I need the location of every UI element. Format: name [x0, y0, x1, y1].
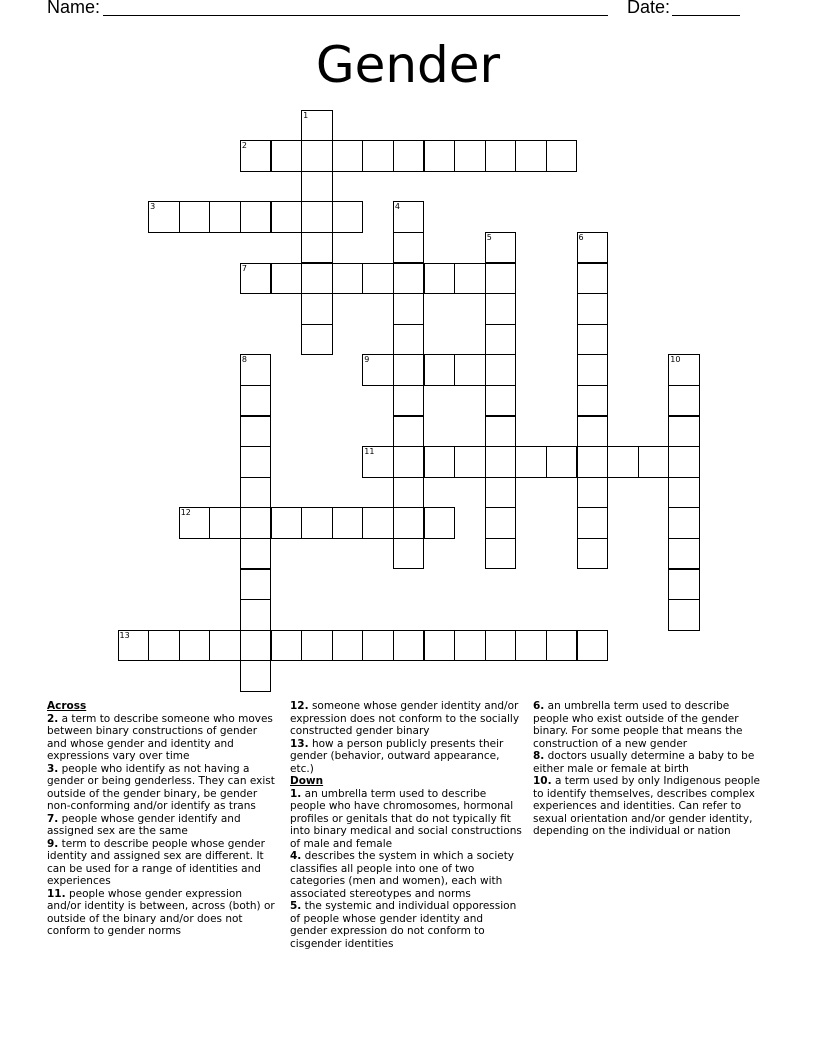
grid-cell[interactable]	[577, 416, 609, 448]
grid-cell[interactable]	[271, 507, 303, 539]
grid-cell[interactable]	[240, 507, 272, 539]
clues-column-2	[290, 700, 522, 950]
grid-cell[interactable]	[577, 446, 609, 478]
grid-cell[interactable]	[332, 140, 364, 172]
grid-cell[interactable]	[362, 507, 394, 539]
clue-number: 12	[180, 508, 191, 518]
clue-number: 13	[119, 630, 130, 640]
clue-text: term to describe people whose gender identity and assigned sex are different. It can be used for a range of identities and experiences	[47, 837, 265, 887]
grid-cell[interactable]	[271, 263, 303, 295]
grid-cell[interactable]	[301, 293, 333, 325]
grid-cell[interactable]	[393, 538, 425, 570]
grid-cell[interactable]	[546, 630, 578, 662]
clue	[290, 850, 522, 900]
grid-cell[interactable]	[301, 507, 333, 539]
grid-cell[interactable]	[577, 354, 609, 386]
grid-cell[interactable]	[332, 630, 364, 662]
grid-cell[interactable]	[362, 446, 394, 478]
grid-cell[interactable]	[485, 446, 517, 478]
grid-cell[interactable]	[393, 232, 425, 264]
clues-column-3	[533, 700, 765, 838]
grid-cell[interactable]	[577, 630, 609, 662]
clue-number: 2	[241, 141, 247, 151]
grid-cell[interactable]	[454, 354, 486, 386]
grid-cell[interactable]	[148, 630, 180, 662]
clues-column-1	[47, 700, 279, 938]
grid-cell[interactable]	[668, 354, 700, 386]
clue-number-label: 6.	[533, 700, 545, 712]
grid-cell[interactable]	[485, 263, 517, 295]
grid-cell[interactable]	[240, 201, 272, 233]
grid-cell[interactable]	[424, 354, 456, 386]
grid-cell[interactable]	[577, 385, 609, 417]
grid-cell[interactable]	[240, 599, 272, 631]
clue-text: the systemic and individual opporession of people whose gender identity and gender expression do not conform to cisgender identities	[290, 900, 517, 950]
grid-cell[interactable]	[271, 630, 303, 662]
grid-cell[interactable]	[393, 477, 425, 509]
grid-cell[interactable]	[668, 599, 700, 631]
clue	[47, 813, 279, 838]
grid-cell[interactable]	[515, 630, 547, 662]
clue	[47, 713, 279, 763]
grid-cell[interactable]	[454, 140, 486, 172]
grid-cell[interactable]	[240, 263, 272, 295]
grid-cell[interactable]	[209, 201, 241, 233]
name-label: Name:	[47, 0, 101, 17]
grid-cell[interactable]	[240, 416, 272, 448]
clue-number: 11	[364, 447, 375, 457]
grid-cell[interactable]	[179, 201, 211, 233]
grid-cell[interactable]	[577, 507, 609, 539]
clue	[47, 763, 279, 813]
grid-cell[interactable]	[577, 324, 609, 356]
grid-cell[interactable]	[179, 507, 211, 539]
clue-text: a term used by only Indigenous people to identify themselves, describes complex experiences and identities. Can refer to sexual orientation and/or gender identity, depending on the individual or nation	[533, 775, 760, 837]
grid-cell[interactable]	[668, 569, 700, 601]
grid-cell[interactable]	[485, 538, 517, 570]
grid-cell[interactable]	[240, 477, 272, 509]
grid-cell[interactable]	[515, 140, 547, 172]
grid-cell[interactable]	[301, 324, 333, 356]
clue	[290, 738, 522, 776]
grid-cell[interactable]	[240, 354, 272, 386]
grid-cell[interactable]	[332, 263, 364, 295]
clue-heading: Down	[290, 775, 324, 787]
grid-cell[interactable]	[362, 140, 394, 172]
grid-cell[interactable]	[179, 630, 211, 662]
clue	[290, 788, 522, 851]
grid-cell[interactable]	[271, 201, 303, 233]
grid-cell[interactable]	[485, 630, 517, 662]
grid-cell[interactable]	[515, 446, 547, 478]
grid-cell[interactable]	[362, 354, 394, 386]
clue	[533, 750, 765, 775]
grid-cell[interactable]	[668, 385, 700, 417]
grid-cell[interactable]	[546, 446, 578, 478]
grid-cell[interactable]	[209, 507, 241, 539]
clue-text: how a person publicly presents their gender (behavior, outward appearance, etc.)	[290, 737, 504, 775]
grid-cell[interactable]	[424, 630, 456, 662]
grid-cell[interactable]	[240, 660, 272, 692]
clue-text: people whose gender identify and assigned sex are the same	[47, 812, 241, 837]
grid-cell[interactable]	[577, 232, 609, 264]
clues-section	[0, 700, 816, 1040]
grid-cell[interactable]	[301, 140, 333, 172]
grid-cell[interactable]	[485, 507, 517, 539]
grid-cell[interactable]	[240, 446, 272, 478]
grid-cell[interactable]	[668, 416, 700, 448]
grid-cell[interactable]	[424, 140, 456, 172]
grid-cell[interactable]	[668, 446, 700, 478]
clue-text: a term to describe someone who moves between binary constructions of gender and whose gender and identity and expressions vary over time	[47, 712, 273, 762]
grid-cell[interactable]	[393, 354, 425, 386]
grid-cell[interactable]	[668, 538, 700, 570]
grid-cell[interactable]	[454, 630, 486, 662]
grid-cell[interactable]	[393, 446, 425, 478]
clue-number: 5	[486, 232, 492, 242]
grid-cell[interactable]	[577, 538, 609, 570]
clue-number: 1	[303, 110, 309, 120]
clue-number-label: 2.	[47, 712, 59, 725]
grid-cell[interactable]	[362, 630, 394, 662]
grid-cell[interactable]	[577, 263, 609, 295]
grid-cell[interactable]	[424, 507, 456, 539]
clue-number: 7	[241, 263, 247, 273]
grid-cell[interactable]	[301, 232, 333, 264]
grid-cell[interactable]	[148, 201, 180, 233]
grid-cell[interactable]	[209, 630, 241, 662]
clue-number-label: 11.	[47, 887, 66, 900]
grid-cell[interactable]	[485, 416, 517, 448]
clue-number-label: 3.	[47, 762, 59, 775]
grid-cell[interactable]	[362, 263, 394, 295]
clue-text: an umbrella term used to describe people who exist outside of the gender binary. For some people that means the construction of a new gender	[533, 700, 743, 750]
grid-cell[interactable]	[393, 201, 425, 233]
grid-cell[interactable]	[546, 140, 578, 172]
clue-text: an umbrella term used to describe people who have chromosomes, hormonal profiles or genitals that do not typically fit into binary medical and social constructions of male and female	[290, 787, 522, 850]
grid-cell[interactable]	[271, 140, 303, 172]
grid-cell[interactable]	[393, 263, 425, 295]
clue-number: 4	[394, 202, 400, 212]
grid-cell[interactable]	[393, 507, 425, 539]
clue-number-label: 8.	[533, 750, 545, 762]
grid-cell[interactable]	[424, 446, 456, 478]
clue-text: doctors usually determine a baby to be either male or female at birth	[533, 750, 755, 775]
clue-number-label: 1.	[290, 787, 302, 800]
grid-cell[interactable]	[638, 446, 670, 478]
clue-text: people who identify as not having a gender or being genderless. They can exist outside of the gender binary, be gender non-conforming and/or identify as trans	[47, 762, 275, 812]
grid-cell[interactable]	[485, 324, 517, 356]
clue	[533, 775, 765, 838]
clue-text: someone whose gender identity and/or expression does not conform to the socially constructed gender binary	[290, 700, 520, 737]
clue-number-label: 13.	[290, 737, 309, 750]
grid-cell[interactable]	[485, 354, 517, 386]
clue-number: 9	[364, 355, 370, 365]
clue-number: 10	[670, 355, 681, 365]
grid-cell[interactable]	[240, 630, 272, 662]
grid-cell[interactable]	[240, 538, 272, 570]
clue-number-label: 10.	[533, 775, 552, 787]
grid-cell[interactable]	[393, 630, 425, 662]
grid-cell[interactable]	[607, 446, 639, 478]
clue-heading: Across	[47, 700, 87, 712]
date-label: Date:	[627, 0, 671, 17]
grid-cell[interactable]	[577, 293, 609, 325]
clue-number-label: 12.	[290, 700, 309, 712]
grid-cell[interactable]	[118, 630, 150, 662]
grid-cell[interactable]	[240, 385, 272, 417]
grid-cell[interactable]	[393, 293, 425, 325]
grid-cell[interactable]	[454, 446, 486, 478]
clue-number: 6	[578, 232, 584, 242]
grid-cell[interactable]	[485, 232, 517, 264]
clue	[533, 700, 765, 750]
grid-cell[interactable]	[485, 385, 517, 417]
grid-cell[interactable]	[332, 507, 364, 539]
grid-cell[interactable]	[454, 263, 486, 295]
clue-number-label: 4.	[290, 850, 302, 862]
page-title: Gender	[315, 36, 501, 94]
clue-number: 8	[241, 355, 247, 365]
grid-cell[interactable]	[301, 263, 333, 295]
clue	[47, 888, 279, 938]
clue	[290, 900, 522, 950]
clue	[47, 838, 279, 888]
grid-cell[interactable]	[301, 171, 333, 203]
clue-number-label: 7.	[47, 812, 59, 825]
grid-cell[interactable]	[393, 416, 425, 448]
grid-cell[interactable]	[393, 385, 425, 417]
grid-cell[interactable]	[393, 324, 425, 356]
grid-cell[interactable]	[301, 201, 333, 233]
grid-cell[interactable]	[240, 140, 272, 172]
grid-cell[interactable]	[393, 140, 425, 172]
grid-cell[interactable]	[240, 569, 272, 601]
clue-text: describes the system in which a society classifies all people into one of two categories (men and women), each with associated stereotypes and norms	[290, 850, 515, 900]
grid-cell[interactable]	[301, 630, 333, 662]
clue-number-label: 5.	[290, 900, 302, 912]
clue-text: people whose gender expression and/or identity is between, across (both) or outside of the binary and/or does not conform to gender norms	[47, 887, 275, 937]
grid-cell[interactable]	[577, 477, 609, 509]
clue-number-label: 9.	[47, 837, 59, 850]
grid-cell[interactable]	[485, 477, 517, 509]
clue-number: 3	[150, 202, 156, 212]
grid-cell[interactable]	[668, 477, 700, 509]
grid-cell[interactable]	[424, 263, 456, 295]
grid-cell[interactable]	[332, 201, 364, 233]
clue	[290, 700, 522, 738]
grid-cell[interactable]	[485, 140, 517, 172]
grid-cell[interactable]	[668, 507, 700, 539]
grid-cell[interactable]	[485, 293, 517, 325]
grid-cell[interactable]	[301, 110, 333, 142]
